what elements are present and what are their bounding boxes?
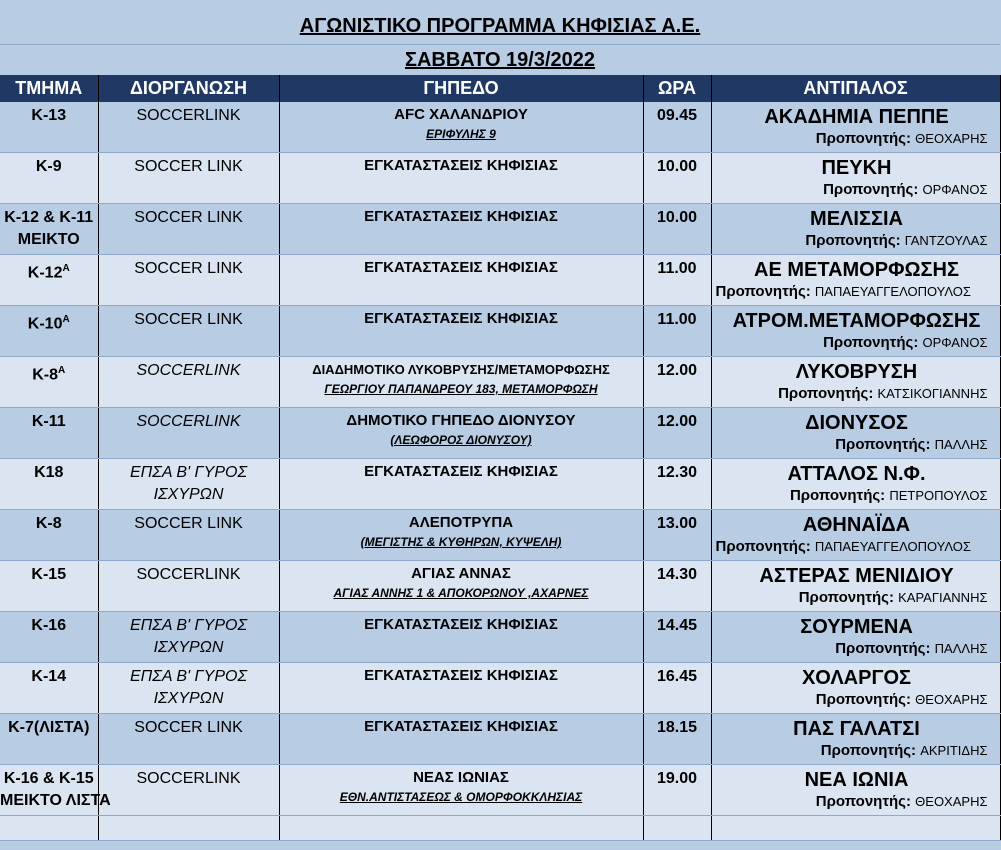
table-row (0, 612, 1000, 663)
organization-name-line2: ΙΣΧΥΡΩΝ (153, 690, 224, 707)
time-cell (643, 663, 711, 714)
team-cell (0, 255, 98, 306)
time-cell (643, 102, 711, 153)
team-name: Κ-12 & Κ-11 (4, 209, 94, 226)
table-row (0, 255, 1000, 306)
sheet-date (0, 44, 1000, 75)
coach-line (712, 486, 1000, 506)
opponent-cell (711, 306, 1000, 357)
organization-name: ΕΠΣΑ Β' ΓΥΡΟΣ (129, 668, 248, 685)
organization-name: SOCCER LINK (134, 209, 243, 226)
organization-cell (98, 612, 279, 663)
team-name-line2: ΜΕΙΚΤΟ (17, 231, 80, 248)
team-cell (0, 408, 98, 459)
organization-name: SOCCER LINK (134, 515, 243, 532)
time-cell (643, 153, 711, 204)
team-cell (0, 663, 98, 714)
opponent-name: ΑΘΗΝΑΪΔΑ (802, 514, 911, 536)
team-name: Κ-11 (31, 413, 66, 430)
opponent-cell (711, 714, 1000, 765)
opponent-cell (711, 408, 1000, 459)
table-row (0, 510, 1000, 561)
coach-name: ΘΕΟΧΑΡΗΣ (915, 131, 988, 146)
venue-cell (279, 765, 643, 816)
venue-address: (ΛΕΩΦΟΡΟΣ ΔΙΟΝΥΣΟΥ) (390, 433, 532, 447)
coach-line (712, 588, 1000, 608)
coach-label: Προπονητής: (715, 283, 811, 300)
team-name: Κ-8 (35, 515, 62, 532)
team-cell (0, 153, 98, 204)
opponent-cell (711, 153, 1000, 204)
organization-cell (98, 102, 279, 153)
match-time: 11.00 (657, 311, 697, 328)
opponent-name: ΑΤΡΟΜ.ΜΕΤΑΜΟΡΦΩΣΗΣ (732, 310, 981, 332)
match-time: 09.45 (656, 107, 698, 124)
venue-name: ΝΕΑΣ ΙΩΝΙΑΣ (413, 769, 509, 786)
venue-address: ΓΕΩΡΓΙΟΥ ΠΑΠΑΝΔΡΕΟΥ 183, ΜΕΤΑΜΟΡΦΩΣΗ (324, 382, 598, 396)
opponent-name: ΑΕ ΜΕΤΑΜΟΡΦΩΣΗΣ (754, 259, 959, 281)
time-cell (643, 714, 711, 765)
venue-address: ΑΓΙΑΣ ΑΝΝΗΣ 1 & ΑΠΟΚΟΡΩΝΟΥ ,ΑΧΑΡΝΕΣ (333, 586, 589, 600)
opponent-name: ΑΣΤΕΡΑΣ ΜΕΝΙΔΙΟΥ (759, 565, 954, 587)
team-name: Κ-9 (35, 158, 62, 175)
venue-name: ΔΗΜΟΤΙΚΟ ΓΗΠΕΔΟ ΔΙΟΝΥΣΟΥ (346, 412, 576, 429)
schedule-table (0, 75, 1001, 841)
opponent-name: ΑΤΤΑΛΟΣ Ν.Φ. (787, 463, 926, 485)
organization-cell (98, 561, 279, 612)
opponent-name: ΣΟΥΡΜΕΝΑ (800, 616, 913, 638)
time-cell (643, 408, 711, 459)
venue-name: ΕΓΚΑΤΑΣΤΑΣΕΙΣ ΚΗΦΙΣΙΑΣ (364, 157, 558, 174)
opponent-name: ΔΙΟΝΥΣΟΣ (805, 412, 908, 434)
time-cell (643, 612, 711, 663)
header-venue: ΓΗΠΕΔΟ (279, 75, 643, 102)
team-name: Κ-16 & Κ-15 (3, 770, 94, 787)
venue-name: ΕΓΚΑΤΑΣΤΑΣΕΙΣ ΚΗΦΙΣΙΑΣ (364, 259, 558, 276)
team-suffix: Α (62, 263, 70, 274)
time-cell (643, 765, 711, 816)
opponent-cell (711, 561, 1000, 612)
time-cell (643, 510, 711, 561)
coach-label: Προπονητής: (815, 691, 911, 708)
opponent-name: ΑΚΑΔΗΜΙΑ ΠΕΠΠΕ (764, 106, 949, 128)
venue-cell (279, 102, 643, 153)
organization-cell (98, 714, 279, 765)
venue-name: AFC ΧΑΛΑΝΔΡΙΟΥ (394, 106, 528, 123)
team-cell (0, 204, 98, 255)
coach-name: ΑΚΡΙΤΙΔΗΣ (920, 743, 988, 758)
match-time: 18.15 (656, 719, 698, 736)
match-time: 10.00 (656, 209, 698, 226)
table-row (0, 357, 1000, 408)
time-cell (643, 357, 711, 408)
team-name: Κ-8 (32, 366, 59, 384)
team-cell (0, 510, 98, 561)
opponent-cell (711, 204, 1000, 255)
venue-name: ΔΙΑΔΗΜΟΤΙΚΟ ΛΥΚΟΒΡΥΣΗΣ/ΜΕΤΑΜΟΡΦΩΣΗΣ (312, 362, 610, 377)
organization-cell (98, 408, 279, 459)
empty-cell (643, 816, 711, 841)
title-text: ΑΓΩΝΙΣΤΙΚΟ ΠΡΟΓΡΑΜΜΑ ΚΗΦΙΣΙΑΣ Α.Ε. (299, 15, 701, 37)
coach-label: Προπονητής: (805, 232, 901, 249)
venue-cell (279, 255, 643, 306)
coach-line (712, 384, 1000, 404)
header-time: ΩΡΑ (643, 75, 711, 102)
table-row (0, 153, 1000, 204)
empty-cell (98, 816, 279, 841)
opponent-cell (711, 459, 1000, 510)
coach-label: Προπονητής: (815, 793, 911, 810)
venue-cell (279, 204, 643, 255)
organization-name: SOCCER LINK (134, 158, 243, 175)
team-cell (0, 357, 98, 408)
organization-name: SOCCERLINK (136, 413, 241, 430)
coach-name: ΠΑΛΛΗΣ (934, 437, 988, 452)
organization-name: SOCCERLINK (136, 362, 241, 379)
coach-label: Προπονητής: (715, 538, 811, 555)
venue-name: ΕΓΚΑΤΑΣΤΑΣΕΙΣ ΚΗΦΙΣΙΑΣ (364, 463, 558, 480)
organization-name: SOCCER LINK (134, 719, 243, 736)
opponent-cell (711, 255, 1000, 306)
header-team: ΤΜΗΜΑ (0, 75, 98, 102)
coach-label: Προπονητής: (835, 436, 931, 453)
header-row (0, 75, 1000, 102)
opponent-cell (711, 765, 1000, 816)
table-row (0, 408, 1000, 459)
opponent-name: ΠΕΥΚΗ (821, 157, 892, 179)
venue-cell (279, 408, 643, 459)
coach-name: ΠΑΠΑΕΥΑΓΓΕΛΟΠΟΥΛΟΣ (814, 539, 971, 554)
table-row (0, 561, 1000, 612)
empty-cell (279, 816, 643, 841)
table-row (0, 204, 1000, 255)
organization-name: SOCCER LINK (134, 260, 243, 277)
organization-name: ΕΠΣΑ Β' ΓΥΡΟΣ (129, 464, 248, 481)
team-cell (0, 306, 98, 357)
match-time: 11.00 (657, 260, 697, 277)
match-time: 12.00 (656, 362, 698, 379)
coach-line (712, 537, 1000, 557)
coach-name: ΠΑΛΛΗΣ (934, 641, 988, 656)
table-row (0, 102, 1000, 153)
empty-cell (0, 816, 98, 841)
venue-name: ΑΓΙΑΣ ΑΝΝΑΣ (411, 565, 511, 582)
team-cell (0, 102, 98, 153)
venue-address: ΕΘΝ.ΑΝΤΙΣΤΑΣΕΩΣ & ΟΜΟΡΦΟΚΚΛΗΣΙΑΣ (339, 790, 583, 804)
coach-label: Προπονητής: (823, 181, 919, 198)
time-cell (643, 459, 711, 510)
team-name: Κ-15 (31, 566, 67, 583)
coach-label: Προπονητής: (798, 589, 894, 606)
sheet-title (0, 0, 1000, 44)
team-cell (0, 561, 98, 612)
organization-cell (98, 357, 279, 408)
time-cell (643, 561, 711, 612)
opponent-name: ΛΥΚΟΒΡΥΣΗ (795, 361, 918, 383)
venue-cell (279, 510, 643, 561)
team-cell (0, 714, 98, 765)
coach-label: Προπονητής: (835, 640, 931, 657)
table-row (0, 765, 1000, 816)
coach-name: ΘΕΟΧΑΡΗΣ (915, 692, 988, 707)
venue-name: ΑΛΕΠΟΤΡΥΠΑ (408, 514, 514, 531)
coach-line (712, 741, 1000, 761)
match-time: 12.00 (656, 413, 698, 430)
coach-line (712, 282, 1000, 302)
match-time: 14.45 (656, 617, 698, 634)
team-name: Κ-16 (31, 617, 67, 634)
team-name: Κ-13 (31, 107, 67, 124)
team-name: Κ-14 (31, 668, 67, 685)
empty-cell (711, 816, 1000, 841)
organization-cell (98, 204, 279, 255)
team-cell (0, 765, 111, 816)
team-suffix: Α (58, 365, 66, 376)
organization-cell (98, 765, 279, 816)
coach-label: Προπονητής: (820, 742, 917, 759)
coach-line (712, 129, 1000, 149)
empty-row (0, 816, 1000, 841)
venue-cell (279, 459, 643, 510)
venue-address: ΕΡΙΦΥΛΗΣ 9 (426, 127, 496, 141)
opponent-cell (711, 357, 1000, 408)
coach-label: Προπονητής: (823, 334, 919, 351)
table-row (0, 714, 1000, 765)
coach-name: ΠΕΤΡΟΠΟΥΛΟΣ (889, 488, 988, 503)
venue-name: ΕΓΚΑΤΑΣΤΑΣΕΙΣ ΚΗΦΙΣΙΑΣ (364, 718, 558, 735)
opponent-cell (711, 102, 1000, 153)
opponent-name: ΠΑΣ ΓΑΛΑΤΣΙ (793, 718, 920, 740)
venue-name: ΕΓΚΑΤΑΣΤΑΣΕΙΣ ΚΗΦΙΣΙΑΣ (364, 616, 558, 633)
match-time: 19.00 (656, 770, 698, 787)
table-row (0, 306, 1000, 357)
coach-name: ΓΑΝΤΖΟΥΛΑΣ (904, 233, 988, 248)
time-cell (643, 255, 711, 306)
coach-label: Προπονητής: (778, 385, 874, 402)
organization-name: ΕΠΣΑ Β' ΓΥΡΟΣ (129, 617, 248, 634)
team-name-line2: ΜΕΙΚΤΟ ΛΙΣΤΑ (0, 792, 111, 809)
venue-name: ΕΓΚΑΤΑΣΤΑΣΕΙΣ ΚΗΦΙΣΙΑΣ (364, 208, 558, 225)
match-time: 10.00 (656, 158, 698, 175)
opponent-name: ΧΟΛΑΡΓΟΣ (801, 667, 912, 689)
coach-line (712, 180, 1000, 200)
organization-name: SOCCERLINK (136, 566, 241, 583)
venue-cell (279, 612, 643, 663)
coach-line (712, 435, 1000, 455)
table-row (0, 459, 1000, 510)
opponent-cell (711, 612, 1000, 663)
coach-line (712, 333, 1000, 353)
opponent-cell (711, 663, 1000, 714)
opponent-name: ΜΕΛΙΣΣΙΑ (810, 208, 903, 230)
time-cell (643, 204, 711, 255)
organization-name: SOCCER LINK (134, 311, 243, 328)
match-time: 14.30 (656, 566, 698, 583)
header-organization: ΔΙΟΡΓΑΝΩΣΗ (98, 75, 279, 102)
organization-name-line2: ΙΣΧΥΡΩΝ (153, 639, 224, 656)
team-name: Κ-7(ΛΙΣΤΑ) (8, 719, 90, 736)
venue-name: ΕΓΚΑΤΑΣΤΑΣΕΙΣ ΚΗΦΙΣΙΑΣ (364, 310, 558, 327)
date-text: ΣΑΒΒΑΤΟ 19/3/2022 (404, 49, 596, 71)
coach-line (712, 792, 1000, 812)
header-opponent: ΑΝΤΙΠΑΛΟΣ (711, 75, 1000, 102)
venue-cell (279, 153, 643, 204)
coach-name: ΚΑΡΑΓΙΑΝΝΗΣ (898, 590, 988, 605)
venue-cell (279, 306, 643, 357)
opponent-cell (711, 510, 1000, 561)
match-time: 16.45 (656, 668, 698, 685)
organization-cell (98, 510, 279, 561)
organization-cell (98, 153, 279, 204)
table-row (0, 663, 1000, 714)
organization-name-line2: ΙΣΧΥΡΩΝ (153, 486, 224, 503)
coach-name: ΟΡΦΑΝΟΣ (922, 335, 988, 350)
organization-cell (98, 255, 279, 306)
coach-line (712, 231, 1000, 251)
coach-label: Προπονητής: (815, 130, 911, 147)
venue-name: ΕΓΚΑΤΑΣΤΑΣΕΙΣ ΚΗΦΙΣΙΑΣ (364, 667, 558, 684)
venue-cell (279, 561, 643, 612)
coach-name: ΠΑΠΑΕΥΑΓΓΕΛΟΠΟΥΛΟΣ (814, 284, 971, 299)
team-name: Κ-12 (27, 264, 63, 282)
match-time: 13.00 (656, 515, 698, 532)
team-cell (0, 459, 98, 510)
coach-name: ΟΡΦΑΝΟΣ (922, 182, 988, 197)
time-cell (643, 306, 711, 357)
organization-name: SOCCERLINK (136, 107, 241, 124)
opponent-name: ΝΕΑ ΙΩΝΙΑ (804, 769, 909, 791)
organization-cell (98, 459, 279, 510)
coach-line (712, 639, 1000, 659)
coach-line (712, 690, 1000, 710)
coach-name: ΘΕΟΧΑΡΗΣ (915, 794, 988, 809)
team-cell (0, 612, 98, 663)
match-time: 12.30 (656, 464, 698, 481)
venue-cell (279, 357, 643, 408)
venue-cell (279, 663, 643, 714)
organization-name: SOCCERLINK (136, 770, 241, 787)
team-name: Κ18 (34, 464, 64, 481)
team-name: Κ-10 (27, 315, 63, 333)
team-suffix: Α (62, 314, 70, 325)
coach-name: ΚΑΤΣΙΚΟΓΙΑΝΝΗΣ (877, 386, 988, 401)
organization-cell (98, 306, 279, 357)
venue-cell (279, 714, 643, 765)
venue-address: (ΜΕΓΙΣΤΗΣ & ΚΥΘΗΡΩΝ, ΚΥΨΕΛΗ) (360, 535, 562, 549)
coach-label: Προπονητής: (789, 487, 886, 504)
organization-cell (98, 663, 279, 714)
